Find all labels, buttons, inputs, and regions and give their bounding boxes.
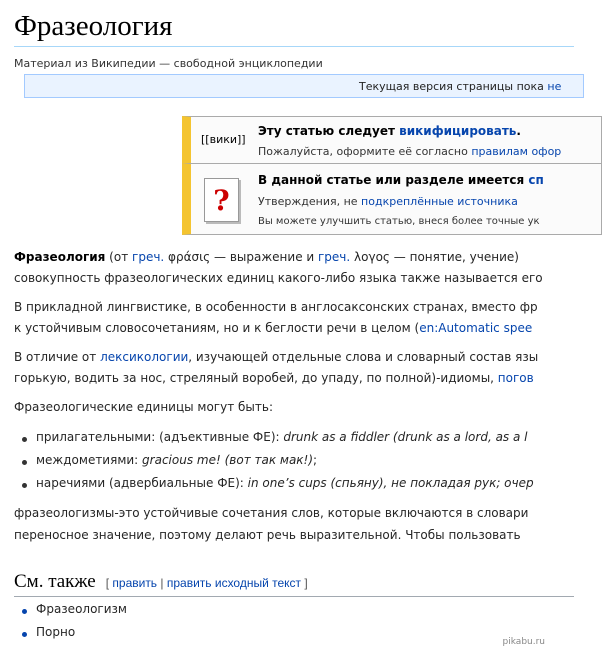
lexicology-paragraph-line2: горькую, водить за нос, стреляный воробей, до упаду, по полной)-идиомы, погов: [14, 371, 534, 385]
sources-notice-line2: Утверждения, не подкреплённые источника: [258, 195, 518, 208]
sources-notice-line3: Вы можете улучшить статью, внеся более точные ук: [258, 216, 540, 227]
see-also-item-porno[interactable]: Порно: [36, 625, 76, 639]
question-document-icon: ?: [204, 178, 239, 222]
lexicology-paragraph-line1: В отличие от лексикологии, изучающей отдельные слова и словарный состав язы: [14, 350, 539, 364]
proverbs-link[interactable]: погов: [497, 371, 534, 385]
bullet-icon: [22, 609, 27, 614]
intro-paragraph-line1: Фразеология (от греч. φράσις — выражение и греч. λογος — понятие, учение): [14, 250, 519, 264]
idioms-paragraph-line1: фразеологизмы-это устойчивые сочетания слов, которые включаются в словари: [14, 506, 529, 520]
title-divider: [14, 46, 574, 47]
list-item: наречиями (адвербиальные ФЕ): in one’s cups (спьяну), не покладая рук; очер: [36, 476, 534, 490]
site-tagline: Материал из Википедии — свободной энциклопедии: [14, 57, 323, 70]
bullet-icon: [22, 632, 27, 637]
see-also-item-phraseologism[interactable]: Фразеологизм: [36, 602, 127, 616]
bullet-icon: [22, 437, 27, 442]
bullet-icon: [22, 460, 27, 465]
see-also-heading: См. также [ править | править исходный текст ]: [14, 571, 308, 592]
list-item: прилагательными: (адъективные ФЕ): drunk as a fiddler (drunk as a lord, as a l: [36, 430, 528, 444]
unsourced-claims-link[interactable]: подкреплённые источника: [361, 195, 518, 208]
section-divider: [14, 596, 574, 597]
version-notice-text: Текущая версия страницы пока не: [359, 80, 562, 93]
sources-notice-box: [182, 163, 602, 235]
bullet-icon: [22, 483, 27, 488]
edit-source-link[interactable]: править исходный текст: [166, 576, 302, 590]
term-bold: Фразеология: [14, 250, 106, 264]
formatting-rules-link[interactable]: правилам офор: [471, 145, 562, 158]
units-intro: Фразеологические единицы могут быть:: [14, 400, 274, 414]
wikify-notice-box: [182, 116, 602, 164]
idioms-paragraph-line2: переносное значение, поэтому делают речь выразительной. Чтобы пользовать: [14, 528, 521, 542]
sources-notice-link[interactable]: сп: [528, 173, 544, 187]
page-title: Фразеология: [14, 10, 173, 42]
wikify-notice-line2: Пожалуйста, оформите её согласно правилам офор: [258, 145, 562, 158]
applied-paragraph-line1: В прикладной лингвистике, в особенности в англосаксонских странах, вместо фр: [14, 300, 538, 314]
greek-link-1[interactable]: греч.: [132, 250, 165, 264]
en-automatic-speech-link[interactable]: en:Automatic spee: [419, 321, 533, 335]
edit-section-link[interactable]: править: [112, 576, 158, 590]
wikify-notice-line1: Эту статью следует викифицировать.: [258, 124, 521, 138]
intro-paragraph-line2: совокупность фразеологических единиц какого-либо языка также называется его: [14, 271, 543, 285]
version-notice: [24, 74, 584, 98]
list-item: междометиями: gracious me! (вот так мак!);: [36, 453, 318, 467]
greek-link-2[interactable]: греч.: [318, 250, 351, 264]
sources-notice-line1: В данной статье или разделе имеется сп: [258, 173, 544, 187]
applied-paragraph-line2: к устойчивым словосочетаниям, но и к беглости речи в целом (en:Automatic spee: [14, 321, 533, 335]
section-edit-links: [ править | править исходный текст ]: [105, 576, 308, 590]
lexicology-link[interactable]: лексикологии: [100, 350, 189, 364]
wikify-link[interactable]: викифицировать: [399, 124, 517, 138]
watermark: pikabu.ru: [502, 637, 545, 647]
wiki-icon: [[вики]]: [201, 133, 246, 146]
version-notice-link[interactable]: не: [547, 80, 562, 93]
